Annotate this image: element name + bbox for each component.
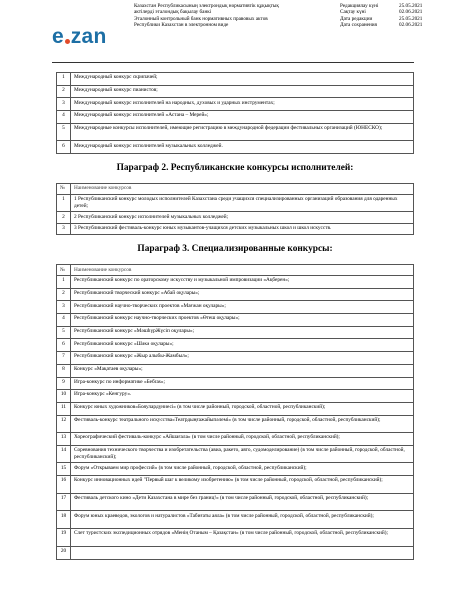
table-row	[57, 390, 414, 403]
row-number: 2	[57, 288, 71, 301]
table-row	[57, 493, 414, 511]
row-number: 1	[57, 276, 71, 289]
table-row	[57, 528, 414, 546]
row-text: Хореографический фестиваль-конкурс «Айшағала» (в том числе районный, городской, областной, республиканский);	[71, 433, 414, 446]
meta-value: 25.05.2021	[399, 15, 423, 22]
row-text: Конкурс «Мақатаев оқулары»;	[71, 364, 414, 377]
row-text: Международный конкурс исполнителей музыкальных колледжей.	[71, 141, 414, 154]
row-number: 15	[57, 463, 71, 476]
table-row	[57, 402, 414, 415]
row-text: Международные конкурсы исполнителей, имеющие регистрацию в международной федерации фестивальных организаций (ЮНЕСКО);	[71, 123, 414, 141]
row-number: 7	[57, 352, 71, 365]
table-row	[57, 73, 414, 86]
header-title-line: Эталонный контрольный банк нормативных правовых актов	[134, 15, 268, 22]
row-text: Слет туристских экспедиционных отрядов «Менің Отаным – Қазақстан» (в том числе районный, городской, областной, республиканский);	[71, 528, 414, 546]
table-row	[57, 433, 414, 446]
section-2-heading: Параграф 2. Республиканские конкурсы исполнителей:	[116, 163, 354, 174]
row-number: 20	[57, 546, 71, 560]
row-text: Республиканский конкурс «Шәкә оқулары»;	[71, 339, 414, 352]
row-text: Республиканский конкурс «МәшһүрЖүсіп оқулары»;	[71, 326, 414, 339]
row-number: 18	[57, 511, 71, 529]
section-3-heading: Параграф 3. Специализированные конкурсы:	[137, 244, 333, 255]
row-text: Международный конкурс исполнителей «Астана – Мерей»;	[71, 111, 414, 124]
row-number: 16	[57, 476, 71, 494]
logo-dot	[65, 39, 70, 44]
row-text: Фестиваль-конкурс театрального искусства«Театрдыңғажайыпәлемі» (в том числе районный, городской, областной, республиканский);	[71, 415, 414, 433]
table-row	[57, 288, 414, 301]
row-number: 19	[57, 528, 71, 546]
table-row	[57, 314, 414, 327]
table-row	[57, 326, 414, 339]
column-header-number: №	[57, 265, 71, 276]
meta-label: Дата сохранения	[340, 21, 377, 28]
republican-contests-table	[56, 183, 414, 235]
table-row	[57, 98, 414, 111]
row-text: Республиканский конкурс научно-творческих проектов «Өтеш оқулары»;	[71, 314, 414, 327]
row-text: Республиканский творческий конкурс «Абай оқулары»;	[71, 288, 414, 301]
row-text: Международный конкурс скрипачей;	[71, 73, 414, 86]
row-text: Конкурс юных художников«Бояулардүниесі» (в том числе районный, городской, областной, республиканский);	[71, 402, 414, 415]
column-header-number: №	[57, 184, 71, 195]
row-number: 13	[57, 433, 71, 446]
table-row	[57, 415, 414, 433]
row-number: 5	[57, 123, 71, 141]
table-row	[57, 476, 414, 494]
table-row	[57, 364, 414, 377]
row-text: Игра-конкурс «Кенгуру».	[71, 390, 414, 403]
document-body	[56, 72, 414, 560]
logo-text: zan	[70, 25, 107, 48]
row-number: 6	[57, 339, 71, 352]
row-number: 3	[57, 98, 71, 111]
meta-label: Дата редакции	[340, 15, 373, 22]
row-text: Международный конкурс пианистов;	[71, 85, 414, 98]
table-row	[57, 301, 414, 314]
row-number: 12	[57, 415, 71, 433]
table-row	[57, 223, 414, 235]
meta-value: 02.06.2021	[399, 9, 423, 16]
row-number: 1	[57, 73, 71, 86]
meta-value: 25.05.2021	[399, 3, 423, 9]
meta-value: 02.06.2021	[399, 21, 423, 28]
header-divider	[52, 62, 414, 63]
table-row	[57, 123, 414, 141]
table-row	[57, 141, 414, 154]
row-number: 5	[57, 326, 71, 339]
table-row	[57, 276, 414, 289]
row-number: 9	[57, 377, 71, 390]
row-text: 3 Республиканский фестиваль-конкурс юных музыкантов-учащихся детских музыкальных школ и школ искусств.	[71, 223, 414, 235]
table-row	[57, 511, 414, 529]
row-number: 8	[57, 364, 71, 377]
row-number: 1	[57, 194, 71, 212]
row-text: Международный конкурс исполнителей на народных, духовых и ударных инструментах;	[71, 98, 414, 111]
table-row	[57, 377, 414, 390]
header-title-block	[134, 3, 330, 28]
row-number: 14	[57, 445, 71, 463]
table-row	[57, 463, 414, 476]
table-row	[57, 546, 414, 560]
row-text: 2 Республиканский конкурс исполнителей музыкальных колледжей;	[71, 212, 414, 224]
column-header-name: Наименование конкурсов	[71, 265, 414, 276]
row-text: Республиканский научно-творческих проектов «Мағжан оқулары»;	[71, 301, 414, 314]
header-title-line: Казахстан Республикасының электрондық нормативтік құқықтық	[134, 3, 279, 9]
row-number: 4	[57, 314, 71, 327]
row-text: Республиканский конкурс «Жыр алыбы-Жамбыл»;	[71, 352, 414, 365]
row-number: 4	[57, 111, 71, 124]
table-header-row	[57, 184, 414, 195]
header-meta-values	[399, 3, 422, 28]
row-number: 11	[57, 402, 71, 415]
header-title-line: актілерді эталондық бақылау банкі	[134, 9, 212, 16]
row-text: Игра-конкурс по информатике «Бебras»;	[71, 377, 414, 390]
ezan-logo	[52, 19, 107, 47]
table-header-row	[57, 265, 414, 276]
document-header	[0, 0, 464, 62]
international-contests-table	[56, 72, 414, 154]
header-meta-labels	[340, 3, 378, 28]
table-row	[57, 339, 414, 352]
logo-letter-e: e	[52, 25, 64, 48]
specialized-contests-table	[56, 264, 414, 560]
column-header-name: Наименование конкурсов	[71, 184, 414, 195]
table-row	[57, 445, 414, 463]
row-number: 2	[57, 212, 71, 224]
row-number: 17	[57, 493, 71, 511]
row-text: 1 Республиканский конкурс молодых исполнителей Казахстана среди учащихся специализированных организаций образования для одаренных детей;	[71, 194, 414, 212]
meta-label: Сақтау күні	[340, 9, 366, 16]
row-number: 3	[57, 223, 71, 235]
row-text: Фестиваль детского кино «Дети Казахстана в мире без границ!» (в том числе районный, городской, областной, республиканский);	[71, 493, 414, 511]
row-text: Республиканский конкурс по ораторскому искусству и музыкальной импровизации «Ақберен»;	[71, 276, 414, 289]
row-text	[71, 546, 414, 560]
row-text: Форум юных краеведов, экологов и натуралистов «Табиғаты аяла» (в том числе районный, городской, областной, республиканский);	[71, 511, 414, 529]
row-number: 3	[57, 301, 71, 314]
table-row	[57, 194, 414, 212]
row-number: 6	[57, 141, 71, 154]
table-row	[57, 111, 414, 124]
table-row	[57, 85, 414, 98]
meta-label: Редакциялау күні	[340, 3, 379, 9]
row-text: Форум «Открываем мир профессий» (в том числе районный, городской, областной, республиканский);	[71, 463, 414, 476]
row-text: Конкурс инновационных идей "Первый шаг к великому изобретению» (в том числе районный, городской, областной, республиканский);	[71, 476, 414, 494]
header-title-line: Республики Казахстан в электронном виде	[134, 21, 229, 28]
row-text: Соревнования технического творчества и изобретательства (авиа, ракето, авто, судомоделирование) (в том числе районный, городской, областной, республиканский);	[71, 445, 414, 463]
row-number: 10	[57, 390, 71, 403]
table-row	[57, 212, 414, 224]
row-number: 2	[57, 85, 71, 98]
table-row	[57, 352, 414, 365]
